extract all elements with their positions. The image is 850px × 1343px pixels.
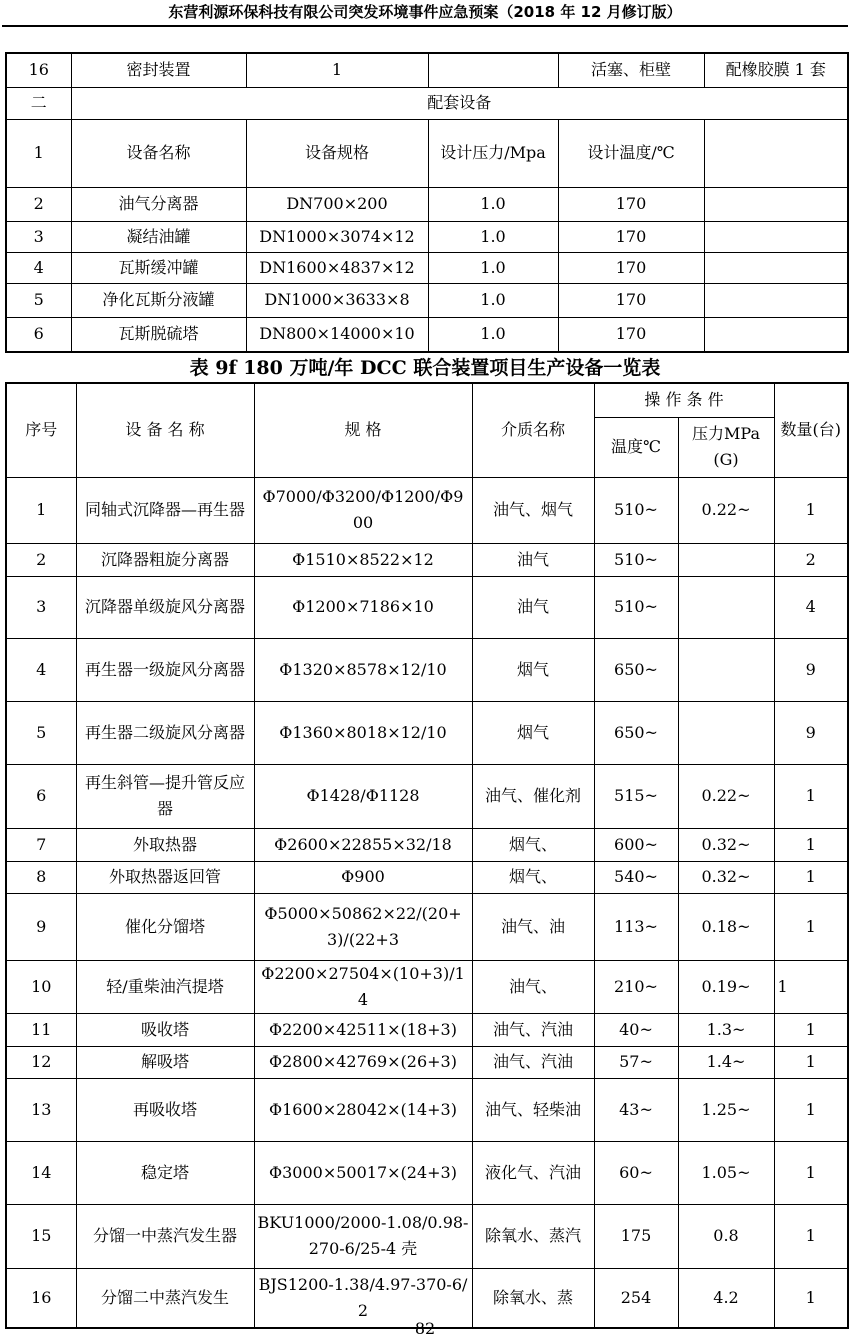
cell-medium: 油气、催化剂: [472, 764, 594, 828]
table-row: [6, 576, 848, 638]
cell-qty: 1: [774, 1078, 848, 1141]
cell-no: 2: [6, 187, 71, 221]
cell-qty: 1: [774, 1268, 848, 1328]
cell-extra: [704, 283, 848, 317]
cell-pressure: 0.8: [678, 1204, 774, 1268]
table-row: [6, 960, 848, 1013]
cell-temp: 活塞、柜壁: [558, 53, 704, 87]
cell-name: 分馏一中蒸汽发生器: [76, 1204, 254, 1268]
table-row: [6, 1204, 848, 1268]
cell-spec: DN1000×3633×8: [246, 283, 428, 317]
table-row: [6, 828, 848, 861]
cell-no: 5: [6, 283, 71, 317]
cell-pressure: 0.19~: [678, 960, 774, 1013]
table-row: [6, 252, 848, 283]
table-row: [6, 317, 848, 352]
cell-no: 12: [6, 1046, 76, 1078]
cell-pressure: 4.2: [678, 1268, 774, 1328]
cell-medium: 除氧水、蒸: [472, 1268, 594, 1328]
cell-no: 16: [6, 1268, 76, 1328]
cell-pressure: 1.05~: [678, 1141, 774, 1204]
cell-spec: Φ2200×42511×(18+3): [254, 1013, 472, 1046]
header-temp: 温度℃: [594, 417, 678, 477]
header-no: 序号: [6, 383, 76, 477]
table-row: [6, 1078, 848, 1141]
table-row: [6, 861, 848, 893]
cell-no: 16: [6, 53, 71, 87]
cell-pressure: [678, 543, 774, 576]
cell-qty: 2: [774, 543, 848, 576]
cell-medium: 烟气: [472, 638, 594, 701]
section-number: 二: [6, 87, 71, 119]
cell-extra: [704, 252, 848, 283]
section-row: [6, 87, 848, 119]
cell-name: 外取热器: [76, 828, 254, 861]
header-spec: 设备规格: [246, 119, 428, 187]
cell-qty: 1: [774, 1013, 848, 1046]
cell-medium: 烟气: [472, 701, 594, 764]
cell-qty: 9: [774, 701, 848, 764]
cell-qty: 4: [774, 576, 848, 638]
cell-no: 10: [6, 960, 76, 1013]
cell-pressure: 0.32~: [678, 828, 774, 861]
cell-name: 净化瓦斯分液罐: [71, 283, 246, 317]
header-extra: [704, 119, 848, 187]
cell-temp: 40~: [594, 1013, 678, 1046]
cell-spec: Φ1360×8018×12/10: [254, 701, 472, 764]
section-label: 配套设备: [71, 87, 848, 119]
cell-no: 2: [6, 543, 76, 576]
cell-qty: 1: [774, 1204, 848, 1268]
cell-no: 14: [6, 1141, 76, 1204]
cell-temp: 170: [558, 317, 704, 352]
cell-spec: Φ2600×22855×32/18: [254, 828, 472, 861]
table-row: [6, 638, 848, 701]
cell-qty: 1: [774, 893, 848, 960]
table-row: [6, 1141, 848, 1204]
cell-medium: 油气: [472, 543, 594, 576]
cell-no: 6: [6, 317, 71, 352]
cell-pressure: 0.32~: [678, 861, 774, 893]
cell-extra: [704, 221, 848, 252]
cell-no: 8: [6, 861, 76, 893]
cell-name: 催化分馏塔: [76, 893, 254, 960]
header-spec: 规 格: [254, 383, 472, 477]
cell-temp: 650~: [594, 638, 678, 701]
cell-temp: 650~: [594, 701, 678, 764]
cell-temp: 210~: [594, 960, 678, 1013]
cell-medium: 油气、轻柴油: [472, 1078, 594, 1141]
cell-no: 4: [6, 638, 76, 701]
cell-name: 再吸收塔: [76, 1078, 254, 1141]
cell-name: 瓦斯缓冲罐: [71, 252, 246, 283]
cell-spec: Φ1600×28042×(14+3): [254, 1078, 472, 1141]
cell-pressure: [428, 53, 558, 87]
table-row: [6, 221, 848, 252]
cell-qty: 1: [774, 960, 848, 1013]
cell-name: 沉降器粗旋分离器: [76, 543, 254, 576]
cell-temp: 57~: [594, 1046, 678, 1078]
cell-no: 6: [6, 764, 76, 828]
cell-temp: 175: [594, 1204, 678, 1268]
cell-no: 5: [6, 701, 76, 764]
table-row: [6, 283, 848, 317]
cell-extra: 配橡胶膜 1 套: [704, 53, 848, 87]
cell-name: 再生器二级旋风分离器: [76, 701, 254, 764]
cell-spec: Φ2800×42769×(26+3): [254, 1046, 472, 1078]
cell-spec: DN1000×3074×12: [246, 221, 428, 252]
cell-medium: 油气、: [472, 960, 594, 1013]
cell-temp: 60~: [594, 1141, 678, 1204]
cell-qty: 9: [774, 638, 848, 701]
cell-pressure: [678, 576, 774, 638]
cell-name: 密封装置: [71, 53, 246, 87]
table-row: [6, 764, 848, 828]
header-name: 设 备 名 称: [76, 383, 254, 477]
cell-no: 13: [6, 1078, 76, 1141]
cell-pressure: 0.22~: [678, 764, 774, 828]
header-medium: 介质名称: [472, 383, 594, 477]
cell-spec: DN1600×4837×12: [246, 252, 428, 283]
cell-name: 沉降器单级旋风分离器: [76, 576, 254, 638]
cell-extra: [704, 317, 848, 352]
cell-spec: Φ1428/Φ1128: [254, 764, 472, 828]
header-row: [6, 383, 848, 417]
cell-no: 4: [6, 252, 71, 283]
cell-spec: DN800×14000×10: [246, 317, 428, 352]
cell-pressure: 1.0: [428, 317, 558, 352]
cell-temp: 113~: [594, 893, 678, 960]
table-row: [6, 1046, 848, 1078]
cell-no: 3: [6, 576, 76, 638]
cell-pressure: 0.18~: [678, 893, 774, 960]
cell-medium: 油气、汽油: [472, 1046, 594, 1078]
cell-pressure: 1.0: [428, 283, 558, 317]
cell-qty: 1: [774, 861, 848, 893]
cell-spec: BKU1000/2000-1.08/0.98-270-6/25-4 壳: [254, 1204, 472, 1268]
cell-name: 油气分离器: [71, 187, 246, 221]
cell-pressure: [678, 638, 774, 701]
auxiliary-equipment-table: [5, 52, 849, 353]
cell-name: 同轴式沉降器—再生器: [76, 477, 254, 543]
cell-spec: 1: [246, 53, 428, 87]
cell-pressure: 1.25~: [678, 1078, 774, 1141]
production-equipment-table: [5, 382, 849, 1329]
cell-medium: 油气、烟气: [472, 477, 594, 543]
cell-spec: DN700×200: [246, 187, 428, 221]
cell-medium: 液化气、汽油: [472, 1141, 594, 1204]
cell-qty: 1: [774, 764, 848, 828]
cell-temp: 254: [594, 1268, 678, 1328]
cell-spec: Φ3000×50017×(24+3): [254, 1141, 472, 1204]
table-row: [6, 53, 848, 87]
cell-spec: Φ1320×8578×12/10: [254, 638, 472, 701]
cell-pressure: 1.0: [428, 187, 558, 221]
cell-pressure: 1.0: [428, 221, 558, 252]
cell-name: 再生器一级旋风分离器: [76, 638, 254, 701]
header-qty: 数量(台): [774, 383, 848, 477]
header-name: 设备名称: [71, 119, 246, 187]
cell-no: 9: [6, 893, 76, 960]
cell-spec: Φ900: [254, 861, 472, 893]
table-row: [6, 701, 848, 764]
cell-temp: 170: [558, 283, 704, 317]
header-pressure: 压力MPa(G): [678, 417, 774, 477]
page-number: 82: [414, 1319, 436, 1338]
cell-spec: Φ1200×7186×10: [254, 576, 472, 638]
cell-temp: 170: [558, 221, 704, 252]
header-no: 1: [6, 119, 71, 187]
cell-medium: 除氧水、蒸汽: [472, 1204, 594, 1268]
cell-name: 再生斜管—提升管反应器: [76, 764, 254, 828]
table-row: [6, 477, 848, 543]
cell-spec: BJS1200-1.38/4.97-370-6/2: [254, 1268, 472, 1328]
cell-temp: 170: [558, 252, 704, 283]
table-row: [6, 1013, 848, 1046]
cell-name: 稳定塔: [76, 1141, 254, 1204]
cell-temp: 170: [558, 187, 704, 221]
header-temp: 设计温度/℃: [558, 119, 704, 187]
cell-name: 凝结油罐: [71, 221, 246, 252]
header-conditions: 操 作 条 件: [594, 383, 774, 417]
header-pressure: 设计压力/Mpa: [428, 119, 558, 187]
cell-temp: 510~: [594, 477, 678, 543]
cell-qty: 1: [774, 1141, 848, 1204]
cell-pressure: 1.4~: [678, 1046, 774, 1078]
cell-spec: Φ5000×50862×22/(20+3)/(22+3: [254, 893, 472, 960]
cell-medium: 烟气、: [472, 828, 594, 861]
header-rule: [2, 25, 848, 27]
cell-medium: 油气、油: [472, 893, 594, 960]
cell-qty: 1: [774, 828, 848, 861]
header-row: [6, 119, 848, 187]
cell-temp: 510~: [594, 576, 678, 638]
cell-medium: 烟气、: [472, 861, 594, 893]
cell-name: 瓦斯脱硫塔: [71, 317, 246, 352]
cell-spec: Φ2200×27504×(10+3)/14: [254, 960, 472, 1013]
cell-pressure: [678, 701, 774, 764]
cell-qty: 1: [774, 1046, 848, 1078]
cell-medium: 油气: [472, 576, 594, 638]
cell-temp: 515~: [594, 764, 678, 828]
page-header: 东营利源环保科技有限公司突发环境事件应急预案（2018 年 12 月修订版）: [168, 3, 682, 21]
cell-temp: 600~: [594, 828, 678, 861]
cell-name: 分馏二中蒸汽发生: [76, 1268, 254, 1328]
cell-pressure: 1.3~: [678, 1013, 774, 1046]
cell-name: 轻/重柴油汽提塔: [76, 960, 254, 1013]
cell-name: 吸收塔: [76, 1013, 254, 1046]
table-row: [6, 543, 848, 576]
cell-no: 3: [6, 221, 71, 252]
cell-temp: 510~: [594, 543, 678, 576]
cell-medium: 油气、汽油: [472, 1013, 594, 1046]
cell-no: 15: [6, 1204, 76, 1268]
cell-spec: Φ7000/Φ3200/Φ1200/Φ900: [254, 477, 472, 543]
cell-pressure: 1.0: [428, 252, 558, 283]
cell-pressure: 0.22~: [678, 477, 774, 543]
cell-name: 解吸塔: [76, 1046, 254, 1078]
cell-no: 1: [6, 477, 76, 543]
cell-temp: 43~: [594, 1078, 678, 1141]
cell-name: 外取热器返回管: [76, 861, 254, 893]
cell-qty: 1: [774, 477, 848, 543]
table-row: [6, 893, 848, 960]
cell-spec: Φ1510×8522×12: [254, 543, 472, 576]
cell-extra: [704, 187, 848, 221]
table-title: 表 9f 180 万吨/年 DCC 联合装置项目生产设备一览表: [189, 357, 661, 379]
cell-no: 7: [6, 828, 76, 861]
cell-no: 11: [6, 1013, 76, 1046]
cell-temp: 540~: [594, 861, 678, 893]
table-row: [6, 187, 848, 221]
